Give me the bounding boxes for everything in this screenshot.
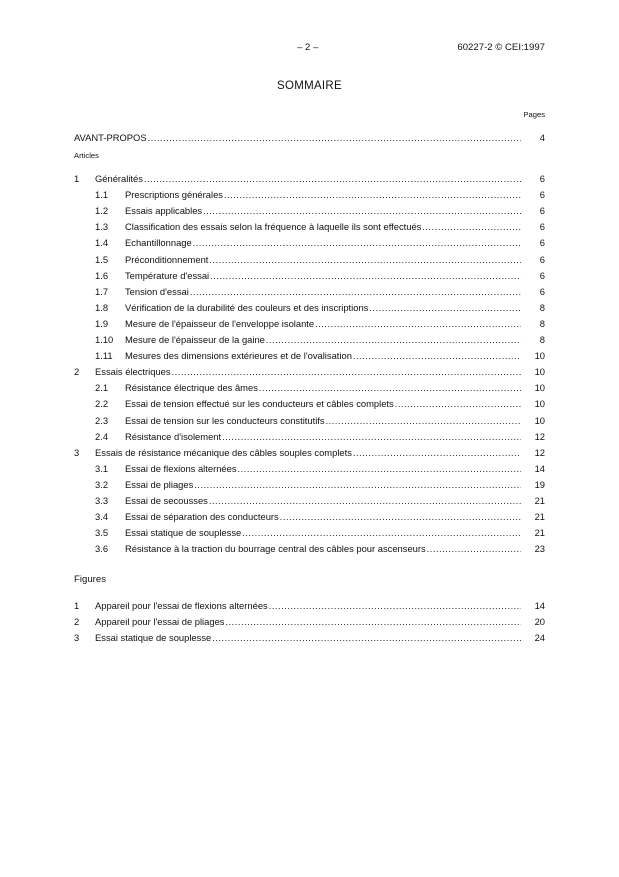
toc-entry-label: Mesures des dimensions extérieures et de l'ovalisation <box>125 350 352 361</box>
leader-dots <box>259 382 521 395</box>
articles-label: Articles <box>74 151 99 160</box>
leader-dots <box>242 527 521 540</box>
toc-entry-text <box>125 301 521 315</box>
leader-dots <box>210 270 521 283</box>
figure-title: Appareil pour l'essai de pliages <box>95 616 225 627</box>
leader-dots <box>422 221 521 234</box>
toc-section-number: 3.3 <box>95 495 109 506</box>
toc-section-number: 3 <box>74 447 80 458</box>
toc-section-number: 1 <box>74 173 80 184</box>
toc-entry[interactable] <box>0 172 619 185</box>
figure-list-item[interactable] <box>0 599 619 612</box>
toc-entry-text <box>125 462 521 476</box>
toc-entry-text <box>95 172 521 186</box>
toc-page-number: 24 <box>534 632 545 643</box>
toc-section-number: 2.1 <box>95 382 109 393</box>
toc-section-number: 2.3 <box>95 415 109 426</box>
figure-number: 3 <box>74 632 80 643</box>
toc-entry-label: Résistance électrique des âmes <box>125 382 258 393</box>
toc-section-number: 1.3 <box>95 221 109 232</box>
leader-dots <box>238 463 521 476</box>
toc-section-number: 1.2 <box>95 205 109 216</box>
leader-dots <box>190 286 521 299</box>
toc-entry-label: Tension d'essai <box>125 286 189 297</box>
toc-section-number: 3.5 <box>95 527 109 538</box>
toc-entry[interactable] <box>0 430 619 443</box>
toc-entry-label: Prescriptions générales <box>125 189 223 200</box>
toc-entry[interactable] <box>0 365 619 378</box>
leader-dots <box>172 366 521 379</box>
toc-entry-label: Essai de flexions alternées <box>125 463 237 474</box>
toc-page-number: 10 <box>534 398 545 409</box>
toc-page-number: 6 <box>539 189 545 200</box>
leader-dots <box>266 334 521 347</box>
toc-page-number: 10 <box>534 350 545 361</box>
toc-page-number: 21 <box>534 511 545 522</box>
toc-section-number: 1.10 <box>95 334 114 345</box>
figure-list-item[interactable] <box>0 615 619 628</box>
toc-entry-text <box>125 236 521 250</box>
toc-entry-text <box>125 414 521 428</box>
toc-entry-label: Préconditionnement <box>125 254 209 265</box>
leader-dots <box>326 415 521 428</box>
toc-section-number: 1.1 <box>95 189 109 200</box>
toc-entry-label: AVANT-PROPOS <box>74 132 147 143</box>
toc-entry-label: Essai de tension effectué sur les conducteurs et câbles complets <box>125 398 394 409</box>
toc-section-number: 3.2 <box>95 479 109 490</box>
toc-entry-text <box>125 220 521 234</box>
toc-section-number: 1.11 <box>95 350 113 361</box>
toc-entry[interactable] <box>0 204 619 217</box>
leader-dots <box>224 189 521 202</box>
toc-entry-label: Essai de secousses <box>125 495 208 506</box>
toc-entry[interactable] <box>0 446 619 459</box>
toc-entry-text <box>125 381 521 395</box>
toc-entry-text <box>125 253 521 267</box>
toc-page-number: 6 <box>539 286 545 297</box>
leader-dots <box>353 447 521 460</box>
toc-entry-label: Echantillonnage <box>125 237 192 248</box>
leader-dots <box>194 479 521 492</box>
toc-page-number: 19 <box>534 479 545 490</box>
toc-entry[interactable] <box>0 414 619 427</box>
toc-section-number: 1.4 <box>95 237 109 248</box>
toc-entry[interactable] <box>0 301 619 314</box>
leader-dots <box>209 495 521 508</box>
toc-entry-text <box>125 333 521 347</box>
toc-entry[interactable] <box>0 188 619 201</box>
leader-dots <box>427 543 521 556</box>
toc-page-number: 20 <box>534 616 545 627</box>
toc-entry-text <box>125 204 521 218</box>
toc-entry-label: Essai de pliages <box>125 479 194 490</box>
toc-entry[interactable] <box>0 253 619 266</box>
leader-dots <box>225 616 521 629</box>
figures-label: Figures <box>74 574 106 585</box>
toc-entry-text <box>125 510 521 524</box>
toc-entry[interactable] <box>0 542 619 555</box>
toc-entry[interactable] <box>0 462 619 475</box>
toc-section-number: 2.4 <box>95 431 109 442</box>
toc-page-number: 10 <box>534 382 545 393</box>
leader-dots <box>369 302 521 315</box>
leader-dots <box>395 398 521 411</box>
toc-entry[interactable] <box>0 220 619 233</box>
leader-dots <box>209 254 521 267</box>
toc-entry[interactable] <box>0 317 619 330</box>
toc-entry-label: Essai statique de souplesse <box>125 527 242 538</box>
toc-section-number: 1.7 <box>95 286 109 297</box>
figure-title: Appareil pour l'essai de flexions alternées <box>95 600 268 611</box>
toc-page-number: 6 <box>539 221 545 232</box>
toc-entry-text <box>95 365 521 379</box>
toc-page-number: 10 <box>534 415 545 426</box>
leader-dots <box>353 350 521 363</box>
leader-dots <box>148 132 521 145</box>
toc-page-number: 8 <box>539 318 545 329</box>
toc-entry-text <box>125 526 521 540</box>
toc-entry[interactable] <box>0 285 619 298</box>
toc-page-number: 23 <box>534 543 545 554</box>
toc-section-number: 1.8 <box>95 302 109 313</box>
leader-dots <box>280 511 521 524</box>
toc-page-number: 8 <box>539 302 545 313</box>
pages-column-label: Pages <box>523 110 545 119</box>
toc-entry-text <box>74 131 521 145</box>
toc-section-number: 1.6 <box>95 270 109 281</box>
toc-entry-text <box>125 349 521 363</box>
toc-page-number: 6 <box>539 254 545 265</box>
toc-entry-label: Température d'essai <box>125 270 210 281</box>
toc-page-number: 10 <box>534 366 545 377</box>
toc-entry[interactable] <box>0 381 619 394</box>
toc-section-number: 2.2 <box>95 398 109 409</box>
toc-entry-text <box>95 446 521 460</box>
toc-entry-label: Résistance à la traction du bourrage central des câbles pour ascenseurs <box>125 543 426 554</box>
toc-entry-text <box>125 478 521 492</box>
toc-entry-text <box>125 188 521 202</box>
figure-number: 1 <box>74 600 80 611</box>
leader-dots <box>222 431 521 444</box>
toc-entry-text <box>125 285 521 299</box>
toc-entry[interactable] <box>0 269 619 282</box>
toc-page-number: 21 <box>534 527 545 538</box>
toc-page-number: 6 <box>539 270 545 281</box>
toc-entry-label: Classification des essais selon la fréquence à laquelle ils sont effectués <box>125 221 422 232</box>
toc-entry-text <box>125 269 521 283</box>
toc-section-number: 3.6 <box>95 543 109 554</box>
toc-entry[interactable] <box>0 349 619 362</box>
toc-page-number: 6 <box>539 173 545 184</box>
leader-dots <box>193 237 521 250</box>
leader-dots <box>269 600 521 613</box>
toc-section-number: 1.5 <box>95 254 109 265</box>
figure-list-item[interactable] <box>0 631 619 644</box>
toc-section-number: 2 <box>74 366 80 377</box>
toc-entry-label: Essais applicables <box>125 205 203 216</box>
toc-entry[interactable] <box>0 510 619 523</box>
page-header <box>0 42 619 56</box>
toc-entry-text <box>125 317 521 331</box>
toc-page-number: 12 <box>534 431 545 442</box>
toc-entry-label: Mesure de l'épaisseur de l'enveloppe isolante <box>125 318 315 329</box>
toc-page-number: 21 <box>534 495 545 506</box>
page-title: SOMMAIRE <box>276 80 342 92</box>
toc-page-number: 12 <box>534 447 545 458</box>
toc-entry[interactable] <box>0 494 619 507</box>
toc-entry-text <box>95 631 521 645</box>
toc-entry[interactable] <box>0 478 619 491</box>
leader-dots <box>144 173 521 186</box>
toc-entry-label: Mesure de l'épaisseur de la gaine <box>125 334 265 345</box>
toc-entry-label: Généralités <box>95 173 143 184</box>
toc-entry-text <box>125 494 521 508</box>
toc-entry-text <box>95 615 521 629</box>
toc-entry[interactable] <box>0 236 619 249</box>
document-reference: 60227-2 © CEI:1997 <box>457 42 545 53</box>
toc-entry-label: Vérification de la durabilité des couleurs et des inscriptions <box>125 302 369 313</box>
toc-entry-text <box>125 542 521 556</box>
toc-page-number: 4 <box>539 132 545 143</box>
leader-dots <box>315 318 521 331</box>
toc-entry-text <box>125 430 521 444</box>
toc-entry-text <box>95 599 521 613</box>
figure-title: Essai statique de souplesse <box>95 632 212 643</box>
toc-section-number: 1.9 <box>95 318 109 329</box>
toc-entry-label: Résistance d'isolement <box>125 431 222 442</box>
toc-entry-label: Essais électriques <box>95 366 171 377</box>
leader-dots <box>212 632 521 645</box>
toc-entry[interactable] <box>0 526 619 539</box>
toc-entry[interactable] <box>0 333 619 346</box>
leader-dots <box>203 205 521 218</box>
figure-number: 2 <box>74 616 80 627</box>
toc-entry-label: Essai de tension sur les conducteurs constitutifs <box>125 415 325 426</box>
toc-entry[interactable] <box>0 397 619 410</box>
toc-section-number: 3.4 <box>95 511 109 522</box>
toc-page-number: 14 <box>534 600 545 611</box>
toc-section-number: 3.1 <box>95 463 109 474</box>
toc-page-number: 14 <box>534 463 545 474</box>
toc-entry-text <box>125 397 521 411</box>
toc-entry-label: Essais de résistance mécanique des câbles souples complets <box>95 447 352 458</box>
toc-entry-label: Essai de séparation des conducteurs <box>125 511 279 522</box>
toc-page-number: 8 <box>539 334 545 345</box>
toc-page-number: 6 <box>539 237 545 248</box>
toc-entry-avant-propos[interactable] <box>0 131 619 144</box>
toc-page-number: 6 <box>539 205 545 216</box>
page-number: – 2 – <box>297 42 319 53</box>
